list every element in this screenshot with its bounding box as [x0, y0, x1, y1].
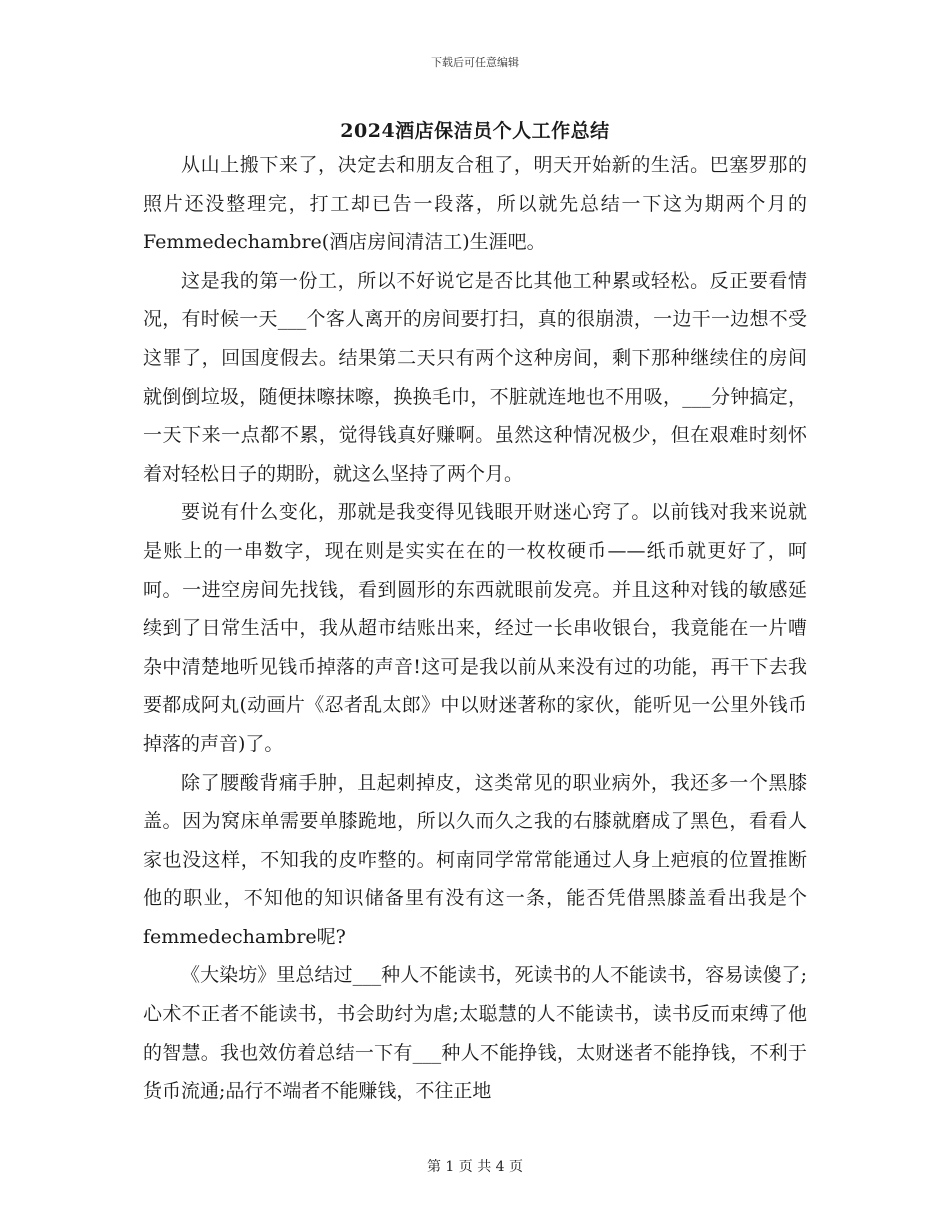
paragraph: 要说有什么变化，那就是我变得见钱眼开财迷心窍了。以前钱对我来说就是账上的一串数字，现在则是实实在在的一枚枚硬币——纸币就更好了，呵呵。一进空房间先找钱，看到圆形的东西就眼前发亮。并且这种对钱的敏感延续到了日常生活中，我从超市结账出来，经过一长串收银台，我竟能在一片嘈杂中清楚地听见钱币掉落的声音!这可是我以前从来没有过的功能，再干下去我要都成阿丸(动画片《忍者乱太郎》中以财迷著称的家伙，能听见一公里外钱币掉落的声音)了。 [143, 501, 807, 755]
paragraph: 这是我的第一份工，所以不好说它是否比其他工种累或轻松。反正要看情况，有时候一天___个客人离开的房间要打扫，真的很崩溃，一边干一边想不受这罪了，回国度假去。结果第二天只有两个这种房间，剩下那种继续住的房间就倒倒垃圾，随便抹嚓抹嚓，换换毛巾，不脏就连地也不用吸，___分钟搞定，一天下来一点都不累，觉得钱真好赚啊。虽然这种情况极少，但在艰难时刻怀着对轻松日子的期盼，就这么坚持了两个月。 [143, 269, 807, 485]
document-title: 2024酒店保洁员个人工作总结 [340, 120, 610, 142]
paragraph: 《大染坊》里总结过___种人不能读书，死读书的人不能读书，容易读傻了;心术不正者不能读书，书会助纣为虐;太聪慧的人不能读书，读书反而束缚了他的智慧。我也效仿着总结一下有___种人不能挣钱，太财迷者不能挣钱，不利于货币流通;品行不端者不能赚钱，不往正地 [143, 964, 807, 1103]
page-footer: 第 1 页 共 4 页 [426, 1159, 524, 1175]
paragraph: 从山上搬下来了，决定去和朋友合租了，明天开始新的生活。巴塞罗那的照片还没整理完，打工却已告一段落，所以就先总结一下这为期两个月的Femmedechambre(酒店房间清洁工)生涯吧。 [143, 154, 807, 254]
paragraph: 除了腰酸背痛手肿，且起刺掉皮，这类常见的职业病外，我还多一个黑膝盖。因为窝床单需要单膝跪地，所以久而久之我的右膝就磨成了黑色，看看人家也没这样，不知我的皮咋整的。柯南同学常常能通过人身上疤痕的位置推断他的职业，不知他的知识储备里有没有这一条，能否凭借黑膝盖看出我是个femmedechambre呢? [143, 771, 807, 948]
header-note: 下载后可任意编辑 [431, 56, 519, 69]
document-body [143, 146, 807, 1111]
